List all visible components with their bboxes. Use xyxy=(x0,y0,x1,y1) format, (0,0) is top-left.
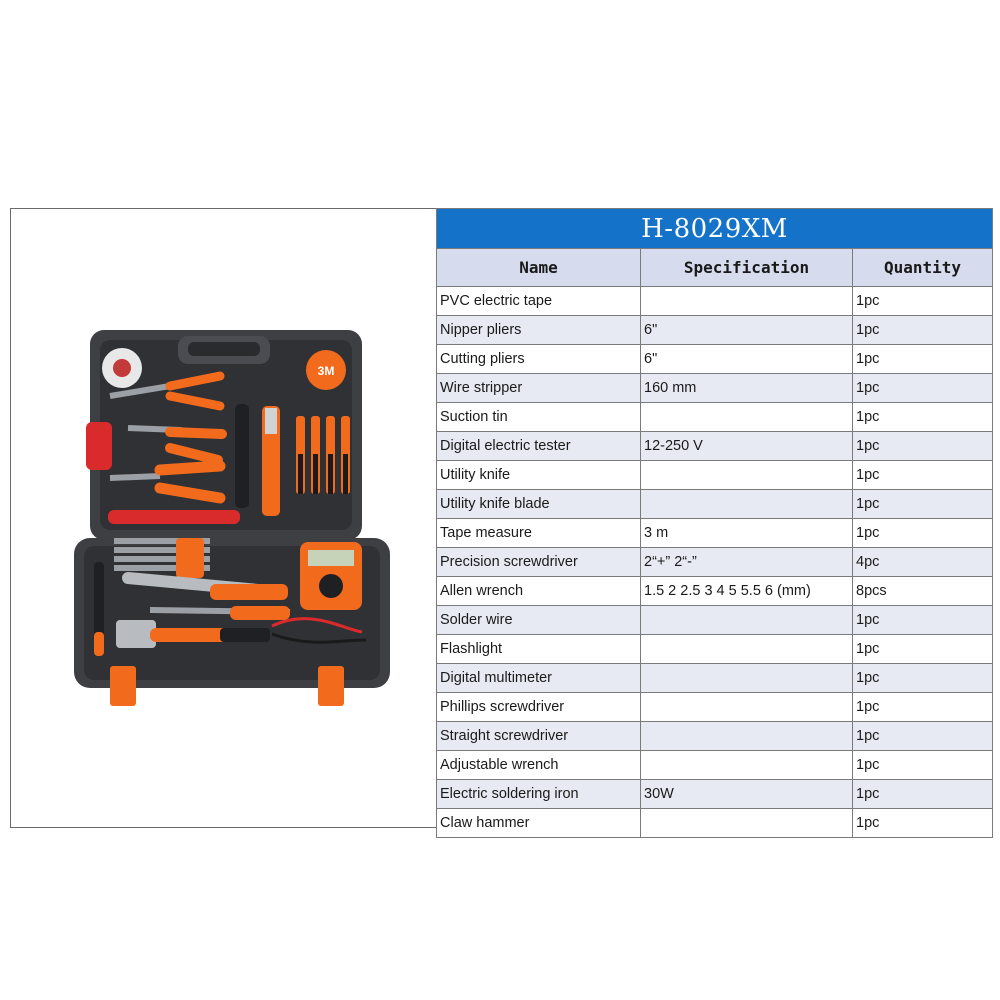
cell-quantity: 1pc xyxy=(853,809,993,838)
table-row xyxy=(437,606,993,635)
cell-quantity: 1pc xyxy=(853,751,993,780)
tape-brand-label: 3M xyxy=(317,364,335,378)
cell-quantity: 1pc xyxy=(853,693,993,722)
cell-quantity: 1pc xyxy=(853,316,993,345)
table-row xyxy=(437,722,993,751)
cell-specification xyxy=(641,461,853,490)
cell-specification: 1.5 2 2.5 3 4 5 5.5 6 (mm) xyxy=(641,577,853,606)
table-row xyxy=(437,693,993,722)
brush-icon xyxy=(86,422,112,470)
cell-name: Straight screwdriver xyxy=(437,722,641,751)
table-row xyxy=(437,548,993,577)
product-photo xyxy=(10,208,436,828)
cell-name: Utility knife blade xyxy=(437,490,641,519)
table-row xyxy=(437,461,993,490)
cell-quantity: 1pc xyxy=(853,374,993,403)
cell-specification: 6" xyxy=(641,316,853,345)
cell-specification xyxy=(641,403,853,432)
table-row xyxy=(437,316,993,345)
table-row xyxy=(437,577,993,606)
cell-name: Nipper pliers xyxy=(437,316,641,345)
cell-specification xyxy=(641,606,853,635)
cell-name: Cutting pliers xyxy=(437,345,641,374)
table-row xyxy=(437,490,993,519)
cell-specification xyxy=(641,751,853,780)
cell-specification: 6" xyxy=(641,345,853,374)
cell-specification: 160 mm xyxy=(641,374,853,403)
cell-name: Adjustable wrench xyxy=(437,751,641,780)
table-row xyxy=(437,345,993,374)
cell-quantity: 8pcs xyxy=(853,577,993,606)
cell-name: Wire stripper xyxy=(437,374,641,403)
cell-name: Solder wire xyxy=(437,606,641,635)
table-row xyxy=(437,809,993,838)
cell-quantity: 1pc xyxy=(853,432,993,461)
table-row xyxy=(437,403,993,432)
cell-quantity: 1pc xyxy=(853,780,993,809)
cell-name: Phillips screwdriver xyxy=(437,693,641,722)
spec-table xyxy=(436,208,993,838)
cell-quantity: 1pc xyxy=(853,490,993,519)
model-title: H-8029XM xyxy=(437,209,993,249)
cell-quantity: 4pc xyxy=(853,548,993,577)
cell-specification xyxy=(641,809,853,838)
column-header-quantity: Quantity xyxy=(853,249,993,287)
cell-specification xyxy=(641,287,853,316)
cell-quantity: 1pc xyxy=(853,635,993,664)
table-row xyxy=(437,664,993,693)
case-handle-grip xyxy=(188,342,260,356)
cell-specification: 30W xyxy=(641,780,853,809)
cell-specification xyxy=(641,635,853,664)
cell-quantity: 1pc xyxy=(853,519,993,548)
cell-name: Electric soldering iron xyxy=(437,780,641,809)
table-row xyxy=(437,635,993,664)
cell-quantity: 1pc xyxy=(853,461,993,490)
cell-quantity: 1pc xyxy=(853,722,993,751)
cell-quantity: 1pc xyxy=(853,664,993,693)
cell-name: PVC electric tape xyxy=(437,287,641,316)
cell-specification xyxy=(641,664,853,693)
case-latch-left xyxy=(110,666,136,706)
cell-specification xyxy=(641,490,853,519)
table-row xyxy=(437,432,993,461)
cell-name: Tape measure xyxy=(437,519,641,548)
cell-name: Claw hammer xyxy=(437,809,641,838)
cell-name: Suction tin xyxy=(437,403,641,432)
column-header-specification: Specification xyxy=(641,249,853,287)
cell-specification: 3 m xyxy=(641,519,853,548)
table-row xyxy=(437,751,993,780)
table-body xyxy=(437,287,993,838)
cell-specification: 12-250 V xyxy=(641,432,853,461)
cell-specification xyxy=(641,693,853,722)
cell-name: Digital multimeter xyxy=(437,664,641,693)
cell-name: Digital electric tester xyxy=(437,432,641,461)
cell-quantity: 1pc xyxy=(853,403,993,432)
cell-name: Precision screwdriver xyxy=(437,548,641,577)
cell-quantity: 1pc xyxy=(853,345,993,374)
cell-name: Flashlight xyxy=(437,635,641,664)
cell-specification xyxy=(641,722,853,751)
cell-name: Utility knife xyxy=(437,461,641,490)
column-header-name: Name xyxy=(437,249,641,287)
table-row xyxy=(437,519,993,548)
cell-quantity: 1pc xyxy=(853,287,993,316)
case-latch-right xyxy=(318,666,344,706)
table-row xyxy=(437,374,993,403)
tester-icon xyxy=(235,404,249,508)
suction-tin-icon xyxy=(108,510,240,524)
cell-specification: 2“+” 2“-” xyxy=(641,548,853,577)
table-row xyxy=(437,287,993,316)
table-row xyxy=(437,780,993,809)
tool-kit-illustration xyxy=(10,208,436,828)
cell-name: Allen wrench xyxy=(437,577,641,606)
cell-quantity: 1pc xyxy=(853,606,993,635)
